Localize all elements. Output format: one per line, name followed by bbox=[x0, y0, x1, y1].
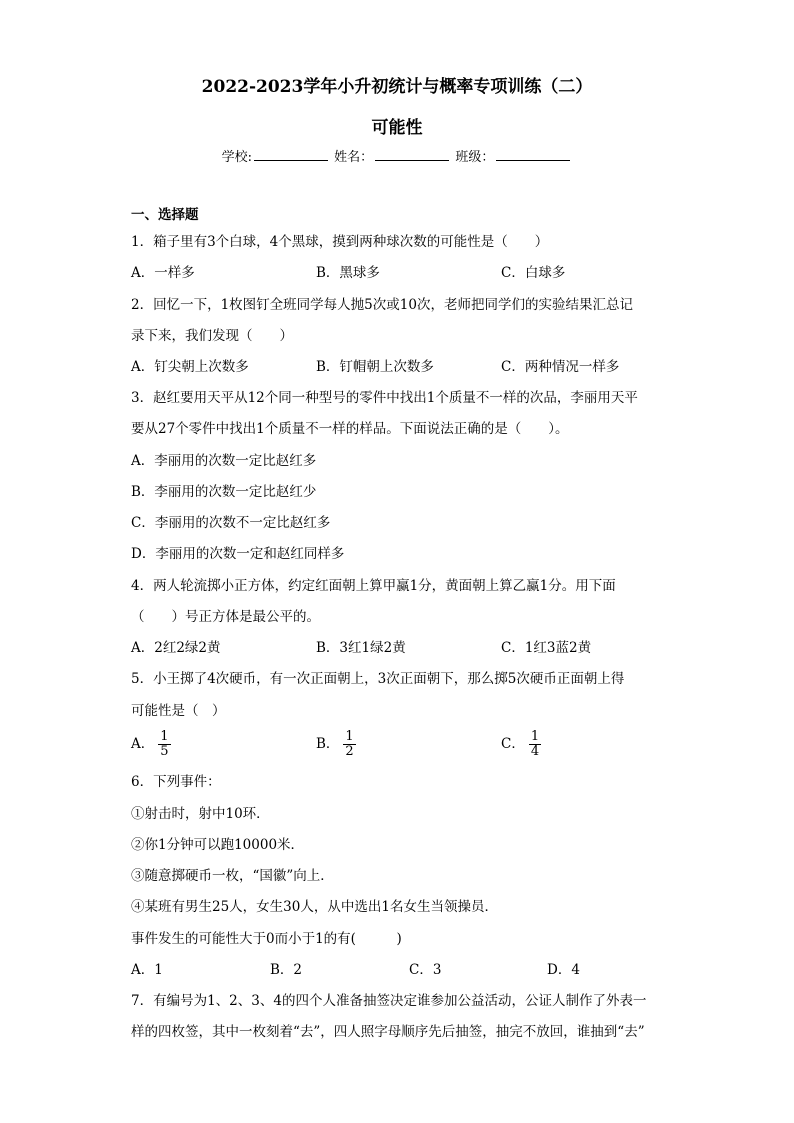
question-1-text: 1．箱子里有3个白球，4个黑球，摸到两种球次数的可能性是（ ） bbox=[131, 234, 549, 250]
question-1-option-c[interactable]: C．白球多 bbox=[501, 265, 566, 281]
option-b-label: B． bbox=[316, 736, 340, 752]
question-2-line-2: 录下来，我们发现（ ） bbox=[131, 328, 293, 344]
question-3-option-a[interactable]: A．李丽用的次数一定比赵红多 bbox=[131, 453, 317, 469]
question-3-option-b[interactable]: B．李丽用的次数一定比赵红少 bbox=[131, 484, 317, 500]
page-subtitle: 可能性 bbox=[371, 118, 423, 138]
question-4-line-2: （ ）号正方体是最公平的。 bbox=[131, 609, 320, 625]
question-5-line-2: 可能性是（ ） bbox=[131, 703, 226, 719]
question-3-line-2: 要从27个零件中找出1个质量不一样的样品。下面说法正确的是（ ）。 bbox=[131, 421, 569, 437]
question-6-event-3: ③随意掷硬币一枚，“国徽”向上． bbox=[131, 868, 334, 884]
question-5-option-c[interactable] bbox=[501, 730, 541, 759]
fraction-numerator: 1 bbox=[160, 729, 169, 744]
school-label: 学校: bbox=[221, 150, 253, 165]
question-2-option-b[interactable]: B．钉帽朝上次数多 bbox=[316, 359, 434, 375]
question-2-line-1: 2．回忆一下，1枚图钉全班同学每人抛5次或10次，老师把同学们的实验结果汇总记 bbox=[131, 297, 633, 313]
option-a-label: A． bbox=[131, 736, 155, 752]
question-5-option-b[interactable] bbox=[316, 730, 356, 759]
question-6-intro: 6．下列事件： bbox=[131, 774, 221, 790]
fraction-one-fifth bbox=[158, 730, 170, 759]
name-blank[interactable] bbox=[375, 148, 449, 161]
name-label: 姓名： bbox=[334, 150, 374, 165]
question-6-event-2: ②你1分钟可以跑10000米． bbox=[131, 837, 305, 853]
class-blank[interactable] bbox=[496, 148, 570, 161]
fraction-denominator: 2 bbox=[345, 744, 354, 759]
student-info bbox=[0, 146, 794, 165]
class-label: 班级： bbox=[455, 150, 495, 165]
question-4-option-a[interactable]: A．2红2绿2黄 bbox=[131, 640, 221, 656]
fraction-numerator: 1 bbox=[345, 729, 354, 744]
question-4-line-1: 4．两人轮流掷小正方体，约定红面朝上算甲赢1分，黄面朝上算乙赢1分。用下面 bbox=[131, 578, 616, 594]
school-blank[interactable] bbox=[254, 148, 328, 161]
option-c-label: C． bbox=[501, 736, 525, 752]
question-6-event-4: ④某班有男生25人，女生30人，从中选出1名女生当领操员． bbox=[131, 899, 498, 915]
question-6-event-1: ①射击时，射中10环． bbox=[131, 806, 270, 822]
question-7-line-1: 7．有编号为1、2、3、4的四个人准备抽签决定谁参加公益活动，公证人制作了外表一 bbox=[131, 993, 647, 1009]
fraction-one-fourth bbox=[529, 730, 541, 759]
question-6-option-b[interactable]: B．2 bbox=[270, 962, 303, 978]
fraction-denominator: 5 bbox=[160, 744, 169, 759]
question-6-option-a[interactable]: A．1 bbox=[131, 962, 163, 978]
question-5-option-a[interactable] bbox=[131, 730, 171, 759]
question-3-option-d[interactable]: D．李丽用的次数一定和赵红同样多 bbox=[131, 546, 345, 562]
fraction-denominator: 4 bbox=[530, 744, 540, 759]
question-1-option-a[interactable]: A．一样多 bbox=[131, 265, 195, 281]
question-6-option-d[interactable]: D．4 bbox=[547, 962, 580, 978]
question-3-option-c[interactable]: C．李丽用的次数不一定比赵红多 bbox=[131, 515, 331, 531]
page-title: 2022-2023学年小升初统计与概率专项训练（二） bbox=[201, 77, 593, 97]
question-2-option-a[interactable]: A．钉尖朝上次数多 bbox=[131, 359, 249, 375]
question-3-line-1: 3．赵红要用天平从12个同一种型号的零件中找出1个质量不一样的次品，李丽用天平 bbox=[131, 390, 638, 406]
question-2-option-c[interactable]: C．两种情况一样多 bbox=[501, 359, 620, 375]
question-1-option-b[interactable]: B．黑球多 bbox=[316, 265, 380, 281]
fraction-one-half bbox=[343, 730, 355, 759]
question-7-line-2: 样的四枚签，其中一枚刻着“去”，四人照字母顺序先后抽签，抽完不放回，谁抽到“去” bbox=[131, 1024, 645, 1040]
question-4-option-b[interactable]: B．3红1绿2黄 bbox=[316, 640, 406, 656]
question-4-option-c[interactable]: C．1红3蓝2黄 bbox=[501, 640, 592, 656]
section-title: 一、选择题 bbox=[131, 207, 199, 223]
question-5-line-1: 5．小王掷了4次硬币，有一次正面朝上，3次正面朝下，那么掷5次硬币正面朝上得 bbox=[131, 671, 625, 687]
question-6-option-c[interactable]: C．3 bbox=[409, 962, 442, 978]
fraction-numerator: 1 bbox=[530, 729, 540, 744]
question-6-question: 事件发生的可能性大于0而小于1的有( ) bbox=[131, 931, 402, 947]
